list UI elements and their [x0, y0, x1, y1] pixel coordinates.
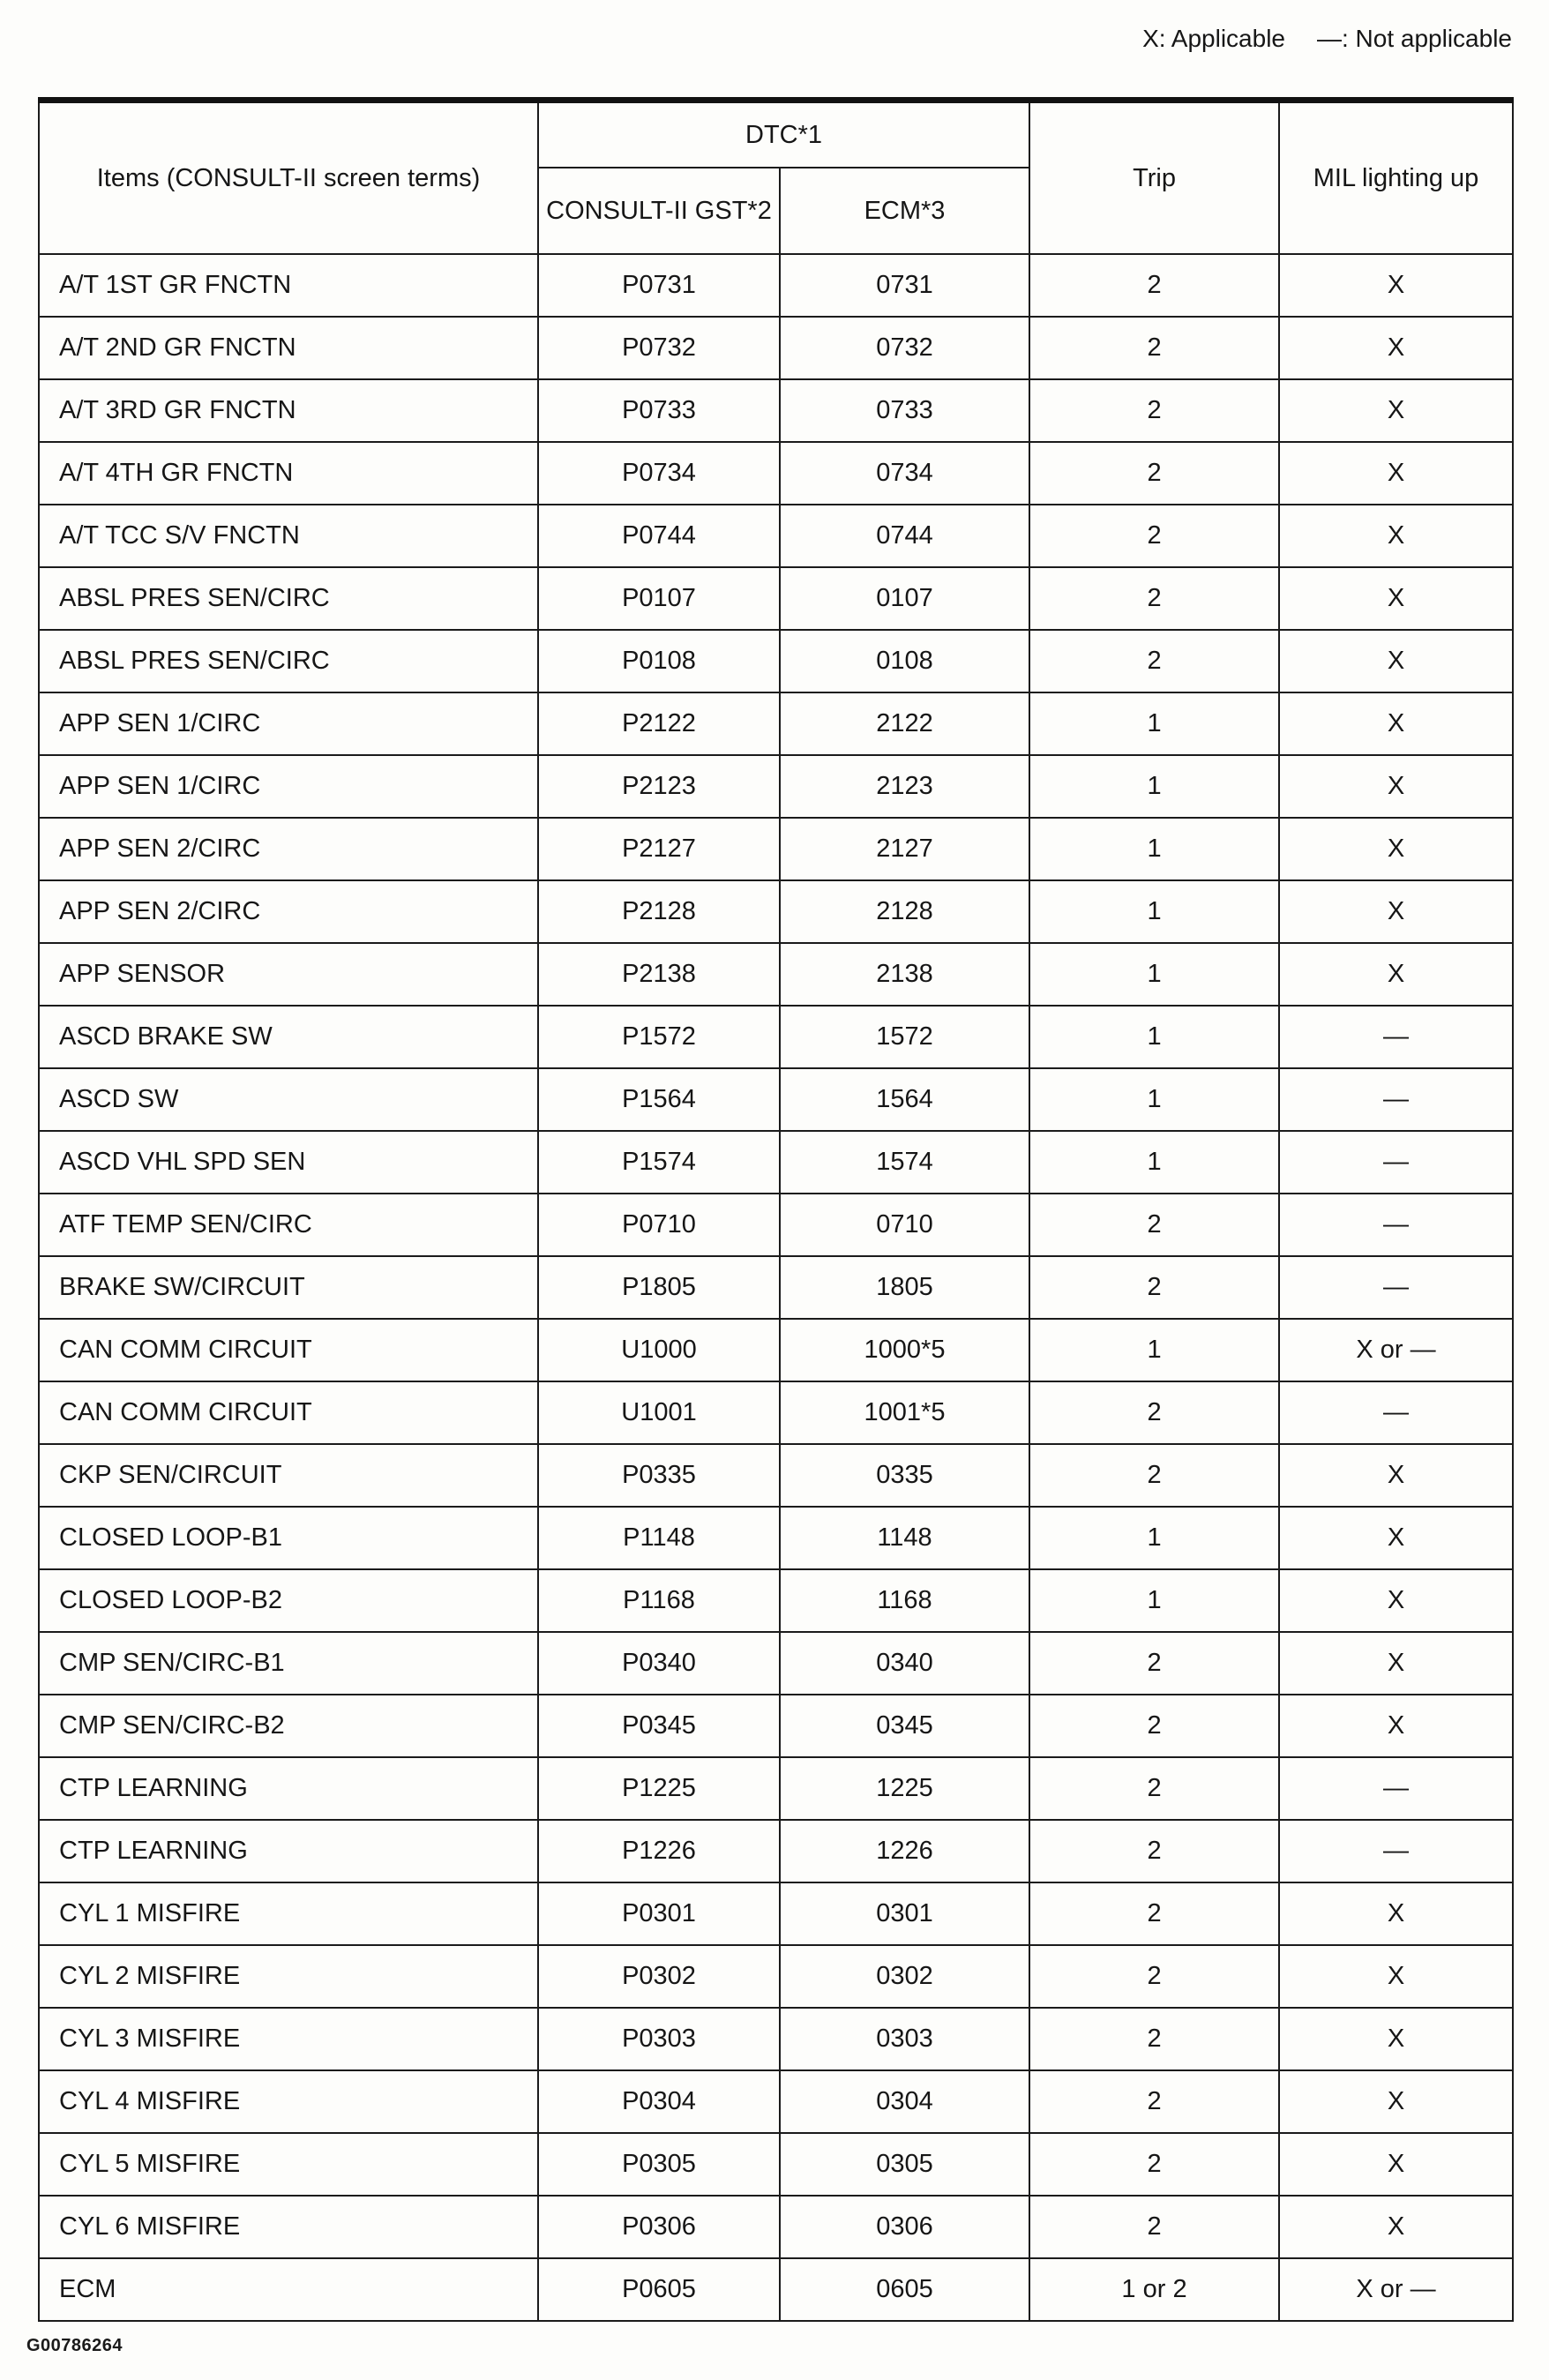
ecm-code-cell: 2138: [780, 943, 1029, 1006]
trip-cell: 1: [1029, 755, 1279, 818]
table-row: [39, 1569, 1513, 1632]
ecm-code-cell: 0345: [780, 1695, 1029, 1757]
trip-cell: 2: [1029, 567, 1279, 630]
mil-cell: X: [1279, 379, 1513, 442]
table-row: [39, 1006, 1513, 1068]
legend: [1142, 25, 1512, 53]
ecm-code-cell: 0744: [780, 505, 1029, 567]
ecm-code-cell: 1000*5: [780, 1319, 1029, 1381]
ecm-code-cell: 0605: [780, 2258, 1029, 2321]
mil-cell: X: [1279, 818, 1513, 880]
consult-code-cell: P0306: [538, 2196, 780, 2258]
trip-cell: 2: [1029, 1882, 1279, 1945]
ecm-code-cell: 1168: [780, 1569, 1029, 1632]
item-cell: BRAKE SW/CIRCUIT: [39, 1256, 538, 1319]
consult-code-cell: P0335: [538, 1444, 780, 1507]
consult-code-cell: P0734: [538, 442, 780, 505]
table-row: [39, 505, 1513, 567]
mil-cell: X: [1279, 692, 1513, 755]
consult-code-cell: U1000: [538, 1319, 780, 1381]
trip-cell: 2: [1029, 1945, 1279, 2008]
mil-cell: X: [1279, 2133, 1513, 2196]
ecm-code-cell: 1572: [780, 1006, 1029, 1068]
table-row: [39, 2070, 1513, 2133]
trip-cell: 1: [1029, 1006, 1279, 1068]
consult-code-cell: P1564: [538, 1068, 780, 1131]
item-cell: APP SEN 2/CIRC: [39, 880, 538, 943]
item-cell: ABSL PRES SEN/CIRC: [39, 567, 538, 630]
ecm-code-cell: 0303: [780, 2008, 1029, 2070]
consult-code-cell: P1168: [538, 1569, 780, 1632]
mil-cell: —: [1279, 1006, 1513, 1068]
consult-code-cell: U1001: [538, 1381, 780, 1444]
item-cell: APP SEN 1/CIRC: [39, 692, 538, 755]
table-row: [39, 943, 1513, 1006]
item-cell: APP SEN 1/CIRC: [39, 755, 538, 818]
trip-cell: 2: [1029, 442, 1279, 505]
ecm-code-cell: 1226: [780, 1820, 1029, 1882]
table-row: [39, 317, 1513, 379]
item-cell: CTP LEARNING: [39, 1757, 538, 1820]
ecm-code-cell: 1001*5: [780, 1381, 1029, 1444]
mil-cell: X: [1279, 505, 1513, 567]
table-row: [39, 755, 1513, 818]
trip-cell: 2: [1029, 630, 1279, 692]
item-cell: CMP SEN/CIRC-B2: [39, 1695, 538, 1757]
trip-cell: 2: [1029, 1695, 1279, 1757]
consult-code-cell: P0108: [538, 630, 780, 692]
trip-cell: 1: [1029, 1507, 1279, 1569]
ecm-code-cell: 0340: [780, 1632, 1029, 1695]
trip-cell: 1: [1029, 818, 1279, 880]
ecm-code-cell: 0335: [780, 1444, 1029, 1507]
mil-cell: X: [1279, 1695, 1513, 1757]
table-row: [39, 692, 1513, 755]
mil-cell: X: [1279, 1444, 1513, 1507]
table-row: [39, 2133, 1513, 2196]
table-row: [39, 567, 1513, 630]
table-row: [39, 1695, 1513, 1757]
trip-cell: 1: [1029, 1569, 1279, 1632]
ecm-code-cell: 0302: [780, 1945, 1029, 2008]
trip-cell: 2: [1029, 2070, 1279, 2133]
consult-code-cell: P2122: [538, 692, 780, 755]
consult-code-cell: P1805: [538, 1256, 780, 1319]
item-cell: CKP SEN/CIRCUIT: [39, 1444, 538, 1507]
trip-cell: 2: [1029, 317, 1279, 379]
mil-cell: —: [1279, 1068, 1513, 1131]
column-header-consult-gst: CONSULT-II GST*2: [538, 168, 780, 254]
ecm-code-cell: 0306: [780, 2196, 1029, 2258]
table-row: [39, 818, 1513, 880]
consult-code-cell: P0731: [538, 254, 780, 317]
consult-code-cell: P2128: [538, 880, 780, 943]
ecm-code-cell: 1805: [780, 1256, 1029, 1319]
consult-code-cell: P2127: [538, 818, 780, 880]
ecm-code-cell: 0731: [780, 254, 1029, 317]
ecm-code-cell: 2127: [780, 818, 1029, 880]
table-row: [39, 442, 1513, 505]
column-header-ecm: ECM*3: [780, 168, 1029, 254]
mil-cell: —: [1279, 1256, 1513, 1319]
legend-applicable: X: Applicable: [1142, 25, 1285, 52]
table-row: [39, 1945, 1513, 2008]
ecm-code-cell: 2122: [780, 692, 1029, 755]
column-header-mil: MIL lighting up: [1279, 101, 1513, 255]
trip-cell: 2: [1029, 1444, 1279, 1507]
consult-code-cell: P1572: [538, 1006, 780, 1068]
ecm-code-cell: 0732: [780, 317, 1029, 379]
trip-cell: 1: [1029, 1068, 1279, 1131]
table-row: [39, 1882, 1513, 1945]
mil-cell: X: [1279, 1569, 1513, 1632]
trip-cell: 1: [1029, 943, 1279, 1006]
mil-cell: X: [1279, 254, 1513, 317]
item-cell: CYL 5 MISFIRE: [39, 2133, 538, 2196]
trip-cell: 2: [1029, 2196, 1279, 2258]
item-cell: CLOSED LOOP-B2: [39, 1569, 538, 1632]
item-cell: CAN COMM CIRCUIT: [39, 1381, 538, 1444]
item-cell: CTP LEARNING: [39, 1820, 538, 1882]
table-row: [39, 2258, 1513, 2321]
table-row: [39, 1820, 1513, 1882]
ecm-code-cell: 0733: [780, 379, 1029, 442]
ecm-code-cell: 1574: [780, 1131, 1029, 1194]
dtc-table-header: [39, 101, 1513, 255]
consult-code-cell: P0345: [538, 1695, 780, 1757]
dtc-table-body: [39, 254, 1513, 2321]
table-row: [39, 2008, 1513, 2070]
mil-cell: X: [1279, 630, 1513, 692]
mil-cell: X: [1279, 755, 1513, 818]
table-row: [39, 1131, 1513, 1194]
mil-cell: X: [1279, 442, 1513, 505]
table-row: [39, 1068, 1513, 1131]
mil-cell: X or —: [1279, 2258, 1513, 2321]
item-cell: A/T TCC S/V FNCTN: [39, 505, 538, 567]
legend-not-applicable: —: Not applicable: [1316, 25, 1512, 52]
ecm-code-cell: 0734: [780, 442, 1029, 505]
table-row: [39, 1507, 1513, 1569]
trip-cell: 2: [1029, 379, 1279, 442]
item-cell: ASCD SW: [39, 1068, 538, 1131]
trip-cell: 2: [1029, 254, 1279, 317]
trip-cell: 2: [1029, 1757, 1279, 1820]
ecm-code-cell: 1225: [780, 1757, 1029, 1820]
trip-cell: 2: [1029, 1632, 1279, 1695]
item-cell: ASCD VHL SPD SEN: [39, 1131, 538, 1194]
mil-cell: X: [1279, 880, 1513, 943]
item-cell: CYL 3 MISFIRE: [39, 2008, 538, 2070]
consult-code-cell: P0732: [538, 317, 780, 379]
table-row: [39, 379, 1513, 442]
item-cell: APP SENSOR: [39, 943, 538, 1006]
item-cell: ATF TEMP SEN/CIRC: [39, 1194, 538, 1256]
consult-code-cell: P1148: [538, 1507, 780, 1569]
ecm-code-cell: 0304: [780, 2070, 1029, 2133]
ecm-code-cell: 0305: [780, 2133, 1029, 2196]
table-row: [39, 2196, 1513, 2258]
table-row: [39, 880, 1513, 943]
consult-code-cell: P2123: [538, 755, 780, 818]
trip-cell: 2: [1029, 2133, 1279, 2196]
column-header-trip: Trip: [1029, 101, 1279, 255]
item-cell: CMP SEN/CIRC-B1: [39, 1632, 538, 1695]
item-cell: CYL 2 MISFIRE: [39, 1945, 538, 2008]
table-row: [39, 1194, 1513, 1256]
mil-cell: X: [1279, 1632, 1513, 1695]
consult-code-cell: P0605: [538, 2258, 780, 2321]
item-cell: CAN COMM CIRCUIT: [39, 1319, 538, 1381]
mil-cell: X: [1279, 1882, 1513, 1945]
table-row: [39, 630, 1513, 692]
consult-code-cell: P1225: [538, 1757, 780, 1820]
table-row: [39, 1757, 1513, 1820]
trip-cell: 1: [1029, 1131, 1279, 1194]
ecm-code-cell: 2123: [780, 755, 1029, 818]
mil-cell: X: [1279, 1945, 1513, 2008]
mil-cell: X or —: [1279, 1319, 1513, 1381]
table-row: [39, 1381, 1513, 1444]
consult-code-cell: P0107: [538, 567, 780, 630]
mil-cell: X: [1279, 567, 1513, 630]
trip-cell: 2: [1029, 1381, 1279, 1444]
trip-cell: 2: [1029, 505, 1279, 567]
consult-code-cell: P2138: [538, 943, 780, 1006]
mil-cell: —: [1279, 1131, 1513, 1194]
trip-cell: 2: [1029, 2008, 1279, 2070]
item-cell: APP SEN 2/CIRC: [39, 818, 538, 880]
consult-code-cell: P0744: [538, 505, 780, 567]
trip-cell: 1: [1029, 880, 1279, 943]
table-row: [39, 1319, 1513, 1381]
mil-cell: X: [1279, 943, 1513, 1006]
mil-cell: X: [1279, 2196, 1513, 2258]
consult-code-cell: P1226: [538, 1820, 780, 1882]
mil-cell: —: [1279, 1194, 1513, 1256]
column-header-items: Items (CONSULT-II screen terms): [39, 101, 538, 255]
ecm-code-cell: 0301: [780, 1882, 1029, 1945]
mil-cell: —: [1279, 1820, 1513, 1882]
mil-cell: X: [1279, 317, 1513, 379]
trip-cell: 2: [1029, 1256, 1279, 1319]
item-cell: CYL 4 MISFIRE: [39, 2070, 538, 2133]
item-cell: A/T 1ST GR FNCTN: [39, 254, 538, 317]
table-row: [39, 1444, 1513, 1507]
item-cell: ASCD BRAKE SW: [39, 1006, 538, 1068]
table-row: [39, 254, 1513, 317]
consult-code-cell: P0303: [538, 2008, 780, 2070]
trip-cell: 2: [1029, 1820, 1279, 1882]
item-cell: CYL 1 MISFIRE: [39, 1882, 538, 1945]
trip-cell: 1: [1029, 1319, 1279, 1381]
item-cell: ABSL PRES SEN/CIRC: [39, 630, 538, 692]
item-cell: ECM: [39, 2258, 538, 2321]
column-header-dtc-group: DTC*1: [538, 101, 1029, 168]
dtc-table: [38, 97, 1514, 2322]
item-cell: A/T 2ND GR FNCTN: [39, 317, 538, 379]
ecm-code-cell: 0710: [780, 1194, 1029, 1256]
figure-code: G00786264: [26, 2336, 123, 2355]
consult-code-cell: P0710: [538, 1194, 780, 1256]
mil-cell: —: [1279, 1381, 1513, 1444]
item-cell: A/T 4TH GR FNCTN: [39, 442, 538, 505]
item-cell: CLOSED LOOP-B1: [39, 1507, 538, 1569]
trip-cell: 2: [1029, 1194, 1279, 1256]
ecm-code-cell: 1148: [780, 1507, 1029, 1569]
consult-code-cell: P0305: [538, 2133, 780, 2196]
table-row: [39, 1632, 1513, 1695]
consult-code-cell: P0340: [538, 1632, 780, 1695]
trip-cell: 1: [1029, 692, 1279, 755]
ecm-code-cell: 2128: [780, 880, 1029, 943]
item-cell: CYL 6 MISFIRE: [39, 2196, 538, 2258]
consult-code-cell: P1574: [538, 1131, 780, 1194]
mil-cell: X: [1279, 1507, 1513, 1569]
item-cell: A/T 3RD GR FNCTN: [39, 379, 538, 442]
consult-code-cell: P0301: [538, 1882, 780, 1945]
consult-code-cell: P0733: [538, 379, 780, 442]
mil-cell: —: [1279, 1757, 1513, 1820]
ecm-code-cell: 0107: [780, 567, 1029, 630]
trip-cell: 1 or 2: [1029, 2258, 1279, 2321]
consult-code-cell: P0304: [538, 2070, 780, 2133]
ecm-code-cell: 0108: [780, 630, 1029, 692]
ecm-code-cell: 1564: [780, 1068, 1029, 1131]
mil-cell: X: [1279, 2008, 1513, 2070]
mil-cell: X: [1279, 2070, 1513, 2133]
consult-code-cell: P0302: [538, 1945, 780, 2008]
table-row: [39, 1256, 1513, 1319]
